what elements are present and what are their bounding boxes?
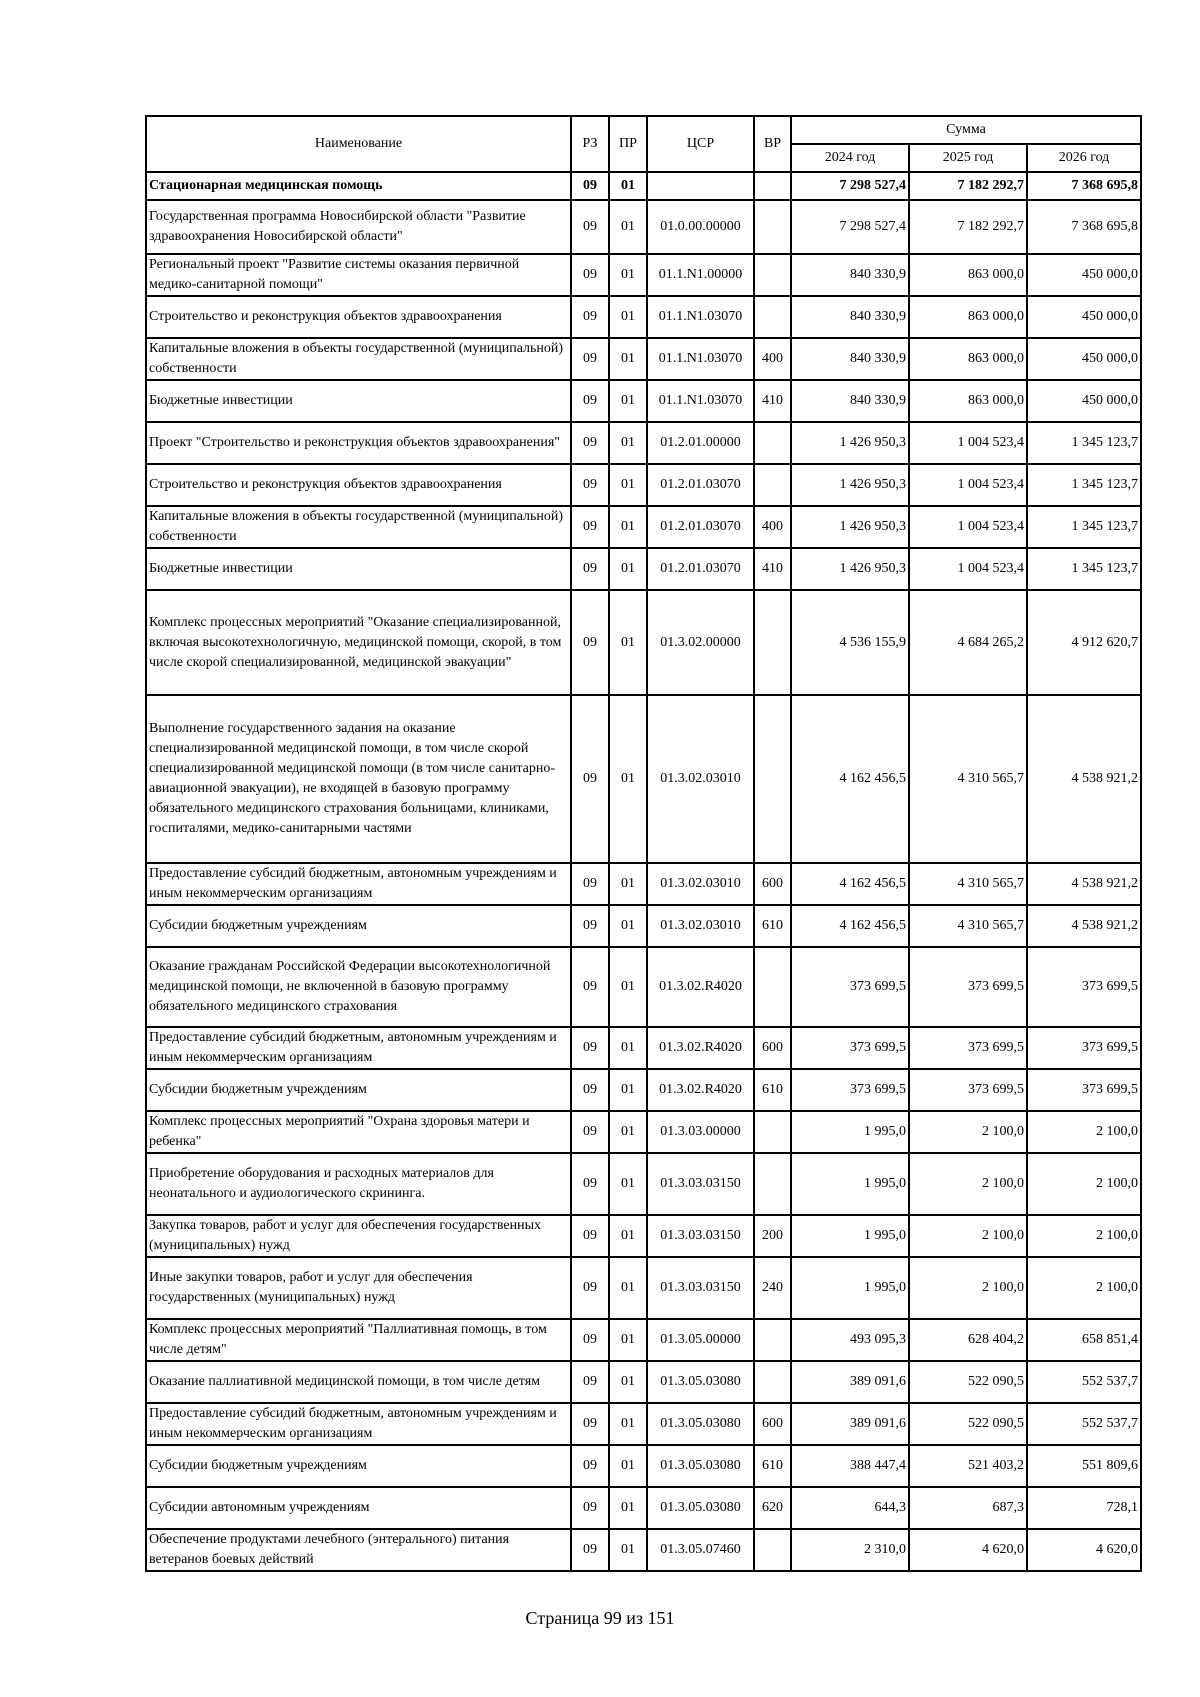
cell-pr: 01: [609, 1487, 647, 1529]
cell-amount-2024: 4 162 456,5: [791, 905, 909, 947]
cell-name: Стационарная медицинская помощь: [146, 172, 571, 200]
header-sum: Сумма: [791, 116, 1141, 144]
cell-csr: 01.2.01.03070: [647, 506, 754, 548]
cell-pr: 01: [609, 506, 647, 548]
table-header: [146, 116, 1141, 172]
cell-name: Субсидии автономным учреждениям: [146, 1487, 571, 1529]
cell-name: Строительство и реконструкция объектов здравоохранения: [146, 296, 571, 338]
cell-rz: 09: [571, 1111, 609, 1153]
cell-pr: 01: [609, 947, 647, 1027]
cell-csr: 01.1.N1.03070: [647, 338, 754, 380]
cell-rz: 09: [571, 464, 609, 506]
cell-amount-2026: 2 100,0: [1027, 1215, 1141, 1257]
table-row: [146, 863, 1141, 905]
cell-vr: 610: [754, 1445, 791, 1487]
cell-amount-2026: 2 100,0: [1027, 1153, 1141, 1215]
cell-name: Предоставление субсидий бюджетным, автономным учреждениям и иным некоммерческим организациям: [146, 863, 571, 905]
cell-vr: 610: [754, 905, 791, 947]
cell-amount-2025: 628 404,2: [909, 1319, 1027, 1361]
cell-pr: 01: [609, 905, 647, 947]
cell-rz: 09: [571, 200, 609, 254]
cell-pr: 01: [609, 1153, 647, 1215]
header-vr: ВР: [754, 116, 791, 172]
cell-amount-2026: 552 537,7: [1027, 1361, 1141, 1403]
budget-table: [145, 115, 1142, 1572]
header-rz: РЗ: [571, 116, 609, 172]
table-body: [146, 172, 1141, 1571]
cell-vr: 400: [754, 506, 791, 548]
cell-vr: [754, 296, 791, 338]
table-row: [146, 338, 1141, 380]
cell-amount-2024: 7 298 527,4: [791, 200, 909, 254]
cell-pr: 01: [609, 1529, 647, 1571]
table-row: [146, 548, 1141, 590]
cell-csr: 01.3.05.03080: [647, 1403, 754, 1445]
cell-amount-2026: 1 345 123,7: [1027, 422, 1141, 464]
table-row: [146, 1069, 1141, 1111]
cell-amount-2025: 7 182 292,7: [909, 200, 1027, 254]
cell-vr: [754, 1319, 791, 1361]
table-row: [146, 1529, 1141, 1571]
cell-name: Государственная программа Новосибирской области "Развитие здравоохранения Новосибирской области": [146, 200, 571, 254]
cell-amount-2026: 373 699,5: [1027, 1027, 1141, 1069]
cell-vr: [754, 1529, 791, 1571]
cell-amount-2026: 2 100,0: [1027, 1257, 1141, 1319]
cell-amount-2024: 1 995,0: [791, 1215, 909, 1257]
cell-csr: 01.3.03.00000: [647, 1111, 754, 1153]
cell-rz: 09: [571, 905, 609, 947]
cell-amount-2024: 1 995,0: [791, 1153, 909, 1215]
cell-amount-2025: 7 182 292,7: [909, 172, 1027, 200]
table-row: [146, 422, 1141, 464]
cell-csr: 01.1.N1.03070: [647, 296, 754, 338]
cell-amount-2024: 644,3: [791, 1487, 909, 1529]
cell-vr: [754, 1111, 791, 1153]
cell-name: Обеспечение продуктами лечебного (энтерального) питания ветеранов боевых действий: [146, 1529, 571, 1571]
cell-pr: 01: [609, 1069, 647, 1111]
table-row: [146, 1215, 1141, 1257]
cell-pr: 01: [609, 338, 647, 380]
cell-csr: 01.3.05.03080: [647, 1361, 754, 1403]
cell-rz: 09: [571, 338, 609, 380]
table-row: [146, 590, 1141, 695]
cell-csr: 01.3.02.R4020: [647, 947, 754, 1027]
table-row: [146, 1487, 1141, 1529]
cell-rz: 09: [571, 1153, 609, 1215]
cell-pr: 01: [609, 1361, 647, 1403]
cell-amount-2024: 840 330,9: [791, 380, 909, 422]
cell-rz: 09: [571, 1487, 609, 1529]
cell-amount-2026: 450 000,0: [1027, 338, 1141, 380]
cell-vr: 610: [754, 1069, 791, 1111]
cell-csr: 01.3.02.R4020: [647, 1069, 754, 1111]
cell-amount-2025: 687,3: [909, 1487, 1027, 1529]
cell-pr: 01: [609, 695, 647, 863]
cell-rz: 09: [571, 1027, 609, 1069]
cell-name: Региональный проект "Развитие системы оказания первичной медико-санитарной помощи": [146, 254, 571, 296]
cell-amount-2025: 4 310 565,7: [909, 905, 1027, 947]
cell-name: Приобретение оборудования и расходных материалов для неонатального и аудиологического скрининга.: [146, 1153, 571, 1215]
cell-pr: 01: [609, 863, 647, 905]
cell-vr: [754, 172, 791, 200]
table-row: [146, 506, 1141, 548]
cell-csr: [647, 172, 754, 200]
cell-amount-2025: 1 004 523,4: [909, 464, 1027, 506]
cell-amount-2024: 1 426 950,3: [791, 464, 909, 506]
cell-vr: [754, 254, 791, 296]
cell-rz: 09: [571, 506, 609, 548]
cell-csr: 01.3.02.03010: [647, 695, 754, 863]
cell-amount-2026: 4 912 620,7: [1027, 590, 1141, 695]
table-row: [146, 172, 1141, 200]
table-row: [146, 1403, 1141, 1445]
cell-amount-2024: 840 330,9: [791, 296, 909, 338]
cell-amount-2025: 4 310 565,7: [909, 695, 1027, 863]
cell-amount-2025: 863 000,0: [909, 380, 1027, 422]
table-row: [146, 905, 1141, 947]
table-row: [146, 1257, 1141, 1319]
cell-amount-2024: 1 995,0: [791, 1257, 909, 1319]
cell-amount-2024: 389 091,6: [791, 1361, 909, 1403]
cell-csr: 01.3.05.03080: [647, 1445, 754, 1487]
cell-pr: 01: [609, 422, 647, 464]
cell-pr: 01: [609, 1257, 647, 1319]
cell-amount-2025: 1 004 523,4: [909, 548, 1027, 590]
cell-amount-2025: 2 100,0: [909, 1257, 1027, 1319]
cell-rz: 09: [571, 695, 609, 863]
cell-rz: 09: [571, 422, 609, 464]
cell-amount-2024: 2 310,0: [791, 1529, 909, 1571]
cell-pr: 01: [609, 380, 647, 422]
cell-amount-2024: 1 995,0: [791, 1111, 909, 1153]
cell-csr: 01.2.01.03070: [647, 464, 754, 506]
cell-csr: 01.1.N1.03070: [647, 380, 754, 422]
cell-pr: 01: [609, 1111, 647, 1153]
cell-pr: 01: [609, 1319, 647, 1361]
cell-amount-2026: 658 851,4: [1027, 1319, 1141, 1361]
header-year-2026: 2026 год: [1027, 144, 1141, 172]
cell-amount-2025: 1 004 523,4: [909, 506, 1027, 548]
table-row: [146, 695, 1141, 863]
cell-amount-2024: 1 426 950,3: [791, 422, 909, 464]
table-row: [146, 1361, 1141, 1403]
cell-rz: 09: [571, 172, 609, 200]
cell-pr: 01: [609, 200, 647, 254]
header-csr: ЦСР: [647, 116, 754, 172]
cell-name: Предоставление субсидий бюджетным, автономным учреждениям и иным некоммерческим организациям: [146, 1027, 571, 1069]
cell-amount-2025: 4 620,0: [909, 1529, 1027, 1571]
cell-name: Субсидии бюджетным учреждениям: [146, 1445, 571, 1487]
cell-amount-2026: 450 000,0: [1027, 380, 1141, 422]
cell-name: Субсидии бюджетным учреждениям: [146, 1069, 571, 1111]
cell-amount-2026: 373 699,5: [1027, 947, 1141, 1027]
cell-vr: [754, 464, 791, 506]
cell-amount-2025: 522 090,5: [909, 1361, 1027, 1403]
header-year-2024: 2024 год: [791, 144, 909, 172]
cell-rz: 09: [571, 380, 609, 422]
cell-amount-2025: 522 090,5: [909, 1403, 1027, 1445]
cell-amount-2026: 4 538 921,2: [1027, 695, 1141, 863]
cell-rz: 09: [571, 1215, 609, 1257]
table-row: [146, 1153, 1141, 1215]
cell-amount-2024: 373 699,5: [791, 1069, 909, 1111]
cell-amount-2026: 728,1: [1027, 1487, 1141, 1529]
cell-rz: 09: [571, 590, 609, 695]
cell-amount-2026: 2 100,0: [1027, 1111, 1141, 1153]
cell-name: Комплекс процессных мероприятий "Охрана здоровья матери и ребенка": [146, 1111, 571, 1153]
table-row: [146, 464, 1141, 506]
cell-amount-2025: 4 310 565,7: [909, 863, 1027, 905]
cell-vr: [754, 590, 791, 695]
cell-amount-2024: 840 330,9: [791, 338, 909, 380]
cell-csr: 01.3.05.03080: [647, 1487, 754, 1529]
cell-name: Предоставление субсидий бюджетным, автономным учреждениям и иным некоммерческим организациям: [146, 1403, 571, 1445]
cell-csr: 01.3.03.03150: [647, 1153, 754, 1215]
cell-rz: 09: [571, 863, 609, 905]
cell-pr: 01: [609, 464, 647, 506]
cell-name: Комплекс процессных мероприятий "Паллиативная помощь, в том числе детям": [146, 1319, 571, 1361]
cell-csr: 01.3.02.R4020: [647, 1027, 754, 1069]
cell-amount-2026: 373 699,5: [1027, 1069, 1141, 1111]
table-row: [146, 1445, 1141, 1487]
cell-name: Капитальные вложения в объекты государственной (муниципальной) собственности: [146, 506, 571, 548]
cell-name: Проект "Строительство и реконструкция объектов здравоохранения": [146, 422, 571, 464]
cell-pr: 01: [609, 172, 647, 200]
page-number: Страница 99 из 151: [525, 1608, 675, 1628]
cell-csr: 01.3.02.03010: [647, 863, 754, 905]
table-row: [146, 254, 1141, 296]
cell-amount-2025: 863 000,0: [909, 296, 1027, 338]
cell-pr: 01: [609, 1445, 647, 1487]
cell-pr: 01: [609, 1027, 647, 1069]
cell-rz: 09: [571, 947, 609, 1027]
cell-amount-2026: 7 368 695,8: [1027, 172, 1141, 200]
cell-csr: 01.3.03.03150: [647, 1257, 754, 1319]
cell-pr: 01: [609, 296, 647, 338]
cell-name: Субсидии бюджетным учреждениям: [146, 905, 571, 947]
cell-csr: 01.2.01.03070: [647, 548, 754, 590]
cell-amount-2024: 4 162 456,5: [791, 695, 909, 863]
cell-amount-2026: 4 538 921,2: [1027, 863, 1141, 905]
cell-vr: 600: [754, 863, 791, 905]
cell-vr: 410: [754, 548, 791, 590]
cell-rz: 09: [571, 254, 609, 296]
cell-name: Оказание паллиативной медицинской помощи, в том числе детям: [146, 1361, 571, 1403]
cell-vr: [754, 1361, 791, 1403]
cell-pr: 01: [609, 254, 647, 296]
cell-vr: [754, 422, 791, 464]
cell-rz: 09: [571, 1319, 609, 1361]
cell-amount-2024: 493 095,3: [791, 1319, 909, 1361]
cell-amount-2025: 863 000,0: [909, 254, 1027, 296]
cell-pr: 01: [609, 1215, 647, 1257]
cell-csr: 01.0.00.00000: [647, 200, 754, 254]
cell-amount-2025: 2 100,0: [909, 1215, 1027, 1257]
cell-vr: [754, 947, 791, 1027]
cell-rz: 09: [571, 1361, 609, 1403]
cell-amount-2024: 4 536 155,9: [791, 590, 909, 695]
cell-amount-2024: 4 162 456,5: [791, 863, 909, 905]
cell-amount-2026: 450 000,0: [1027, 254, 1141, 296]
cell-csr: 01.3.02.00000: [647, 590, 754, 695]
cell-pr: 01: [609, 1403, 647, 1445]
cell-amount-2026: 4 538 921,2: [1027, 905, 1141, 947]
cell-vr: [754, 695, 791, 863]
cell-vr: 200: [754, 1215, 791, 1257]
cell-amount-2026: 1 345 123,7: [1027, 464, 1141, 506]
cell-rz: 09: [571, 548, 609, 590]
cell-rz: 09: [571, 1069, 609, 1111]
cell-vr: 410: [754, 380, 791, 422]
cell-csr: 01.3.03.03150: [647, 1215, 754, 1257]
cell-name: Строительство и реконструкция объектов здравоохранения: [146, 464, 571, 506]
cell-amount-2024: 1 426 950,3: [791, 506, 909, 548]
cell-amount-2026: 551 809,6: [1027, 1445, 1141, 1487]
cell-vr: 240: [754, 1257, 791, 1319]
header-year-2025: 2025 год: [909, 144, 1027, 172]
cell-amount-2025: 1 004 523,4: [909, 422, 1027, 464]
cell-amount-2024: 389 091,6: [791, 1403, 909, 1445]
cell-name: Капитальные вложения в объекты государственной (муниципальной) собственности: [146, 338, 571, 380]
cell-amount-2026: 450 000,0: [1027, 296, 1141, 338]
cell-csr: 01.2.01.00000: [647, 422, 754, 464]
table-row: [146, 1319, 1141, 1361]
cell-vr: [754, 1153, 791, 1215]
cell-csr: 01.1.N1.00000: [647, 254, 754, 296]
cell-name: Иные закупки товаров, работ и услуг для обеспечения государственных (муниципальных) нужд: [146, 1257, 571, 1319]
table-row: [146, 200, 1141, 254]
table-row: [146, 1111, 1141, 1153]
cell-csr: 01.3.02.03010: [647, 905, 754, 947]
cell-name: Бюджетные инвестиции: [146, 548, 571, 590]
cell-vr: [754, 200, 791, 254]
table-row: [146, 380, 1141, 422]
cell-pr: 01: [609, 590, 647, 695]
cell-name: Оказание гражданам Российской Федерации высокотехнологичной медицинской помощи, не включенной в базовую программу обязательного медицинского страхования: [146, 947, 571, 1027]
cell-rz: 09: [571, 1445, 609, 1487]
cell-rz: 09: [571, 1257, 609, 1319]
cell-amount-2026: 7 368 695,8: [1027, 200, 1141, 254]
cell-amount-2026: 1 345 123,7: [1027, 548, 1141, 590]
cell-vr: 600: [754, 1027, 791, 1069]
cell-amount-2024: 7 298 527,4: [791, 172, 909, 200]
cell-amount-2024: 840 330,9: [791, 254, 909, 296]
cell-vr: 400: [754, 338, 791, 380]
cell-csr: 01.3.05.00000: [647, 1319, 754, 1361]
cell-vr: 620: [754, 1487, 791, 1529]
cell-amount-2026: 1 345 123,7: [1027, 506, 1141, 548]
header-name: Наименование: [146, 116, 571, 172]
cell-rz: 09: [571, 1529, 609, 1571]
cell-name: Закупка товаров, работ и услуг для обеспечения государственных (муниципальных) нужд: [146, 1215, 571, 1257]
cell-csr: 01.3.05.07460: [647, 1529, 754, 1571]
cell-name: Выполнение государственного задания на оказание специализированной медицинской помощи, в том числе скорой специализированной медицинской помощи (в том числе санитарно-авиационной эвакуации), не входящей в базовую программу обязательного медицинского страхования больницами, клиниками, госпиталями, медико-санитарными частями: [146, 695, 571, 863]
table-row: [146, 947, 1141, 1027]
cell-amount-2025: 2 100,0: [909, 1111, 1027, 1153]
cell-rz: 09: [571, 296, 609, 338]
cell-amount-2025: 373 699,5: [909, 947, 1027, 1027]
cell-rz: 09: [571, 1403, 609, 1445]
cell-amount-2025: 2 100,0: [909, 1153, 1027, 1215]
cell-amount-2025: 4 684 265,2: [909, 590, 1027, 695]
cell-amount-2024: 373 699,5: [791, 1027, 909, 1069]
cell-amount-2025: 521 403,2: [909, 1445, 1027, 1487]
cell-amount-2025: 373 699,5: [909, 1069, 1027, 1111]
cell-amount-2024: 1 426 950,3: [791, 548, 909, 590]
table-row: [146, 296, 1141, 338]
cell-amount-2026: 552 537,7: [1027, 1403, 1141, 1445]
cell-amount-2025: 863 000,0: [909, 338, 1027, 380]
cell-vr: 600: [754, 1403, 791, 1445]
cell-pr: 01: [609, 548, 647, 590]
header-pr: ПР: [609, 116, 647, 172]
table-row: [146, 1027, 1141, 1069]
cell-amount-2026: 4 620,0: [1027, 1529, 1141, 1571]
cell-amount-2024: 373 699,5: [791, 947, 909, 1027]
cell-name: Бюджетные инвестиции: [146, 380, 571, 422]
cell-name: Комплекс процессных мероприятий "Оказание специализированной, включая высокотехнологичную, медицинской помощи, скорой, в том числе скорой специализированной, медицинской эвакуации": [146, 590, 571, 695]
cell-amount-2025: 373 699,5: [909, 1027, 1027, 1069]
cell-amount-2024: 388 447,4: [791, 1445, 909, 1487]
